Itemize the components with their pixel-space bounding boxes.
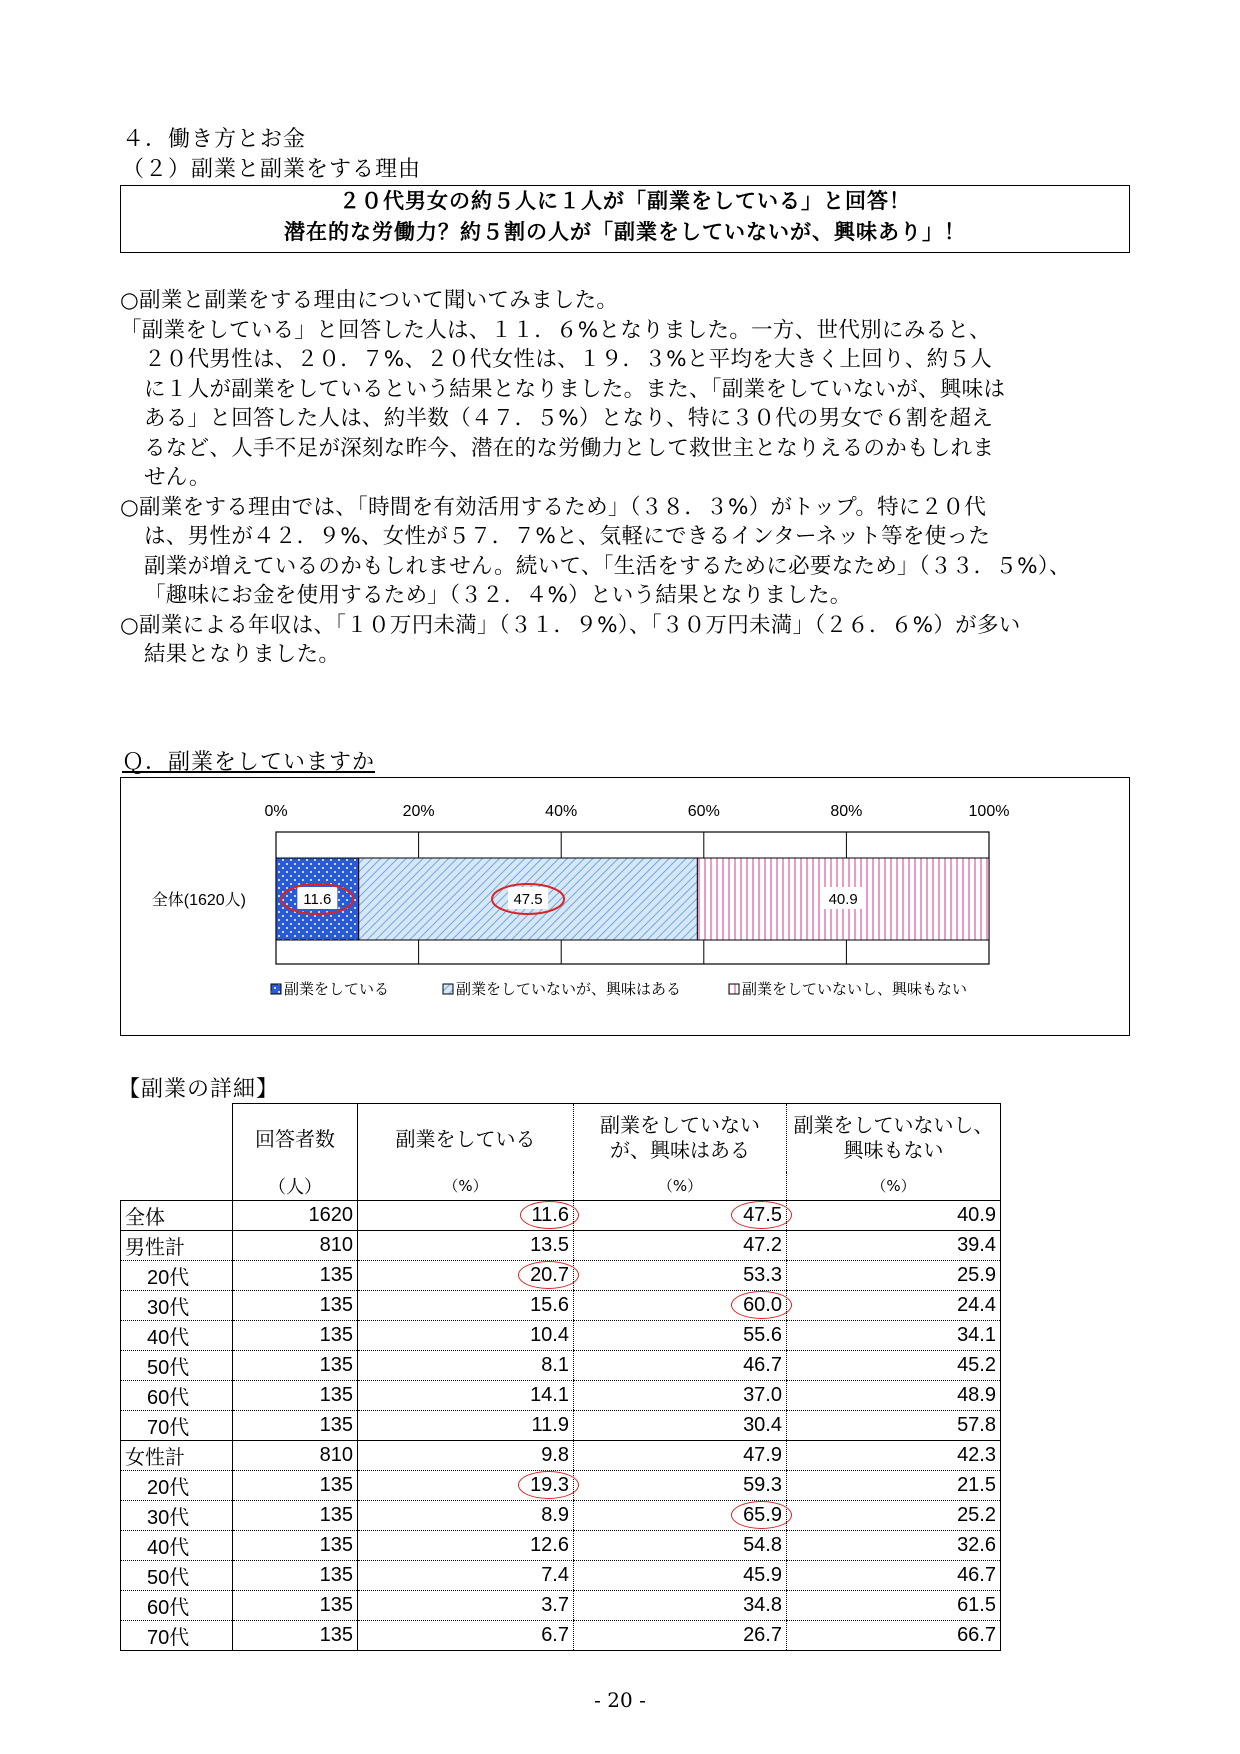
cell-interest-value: 55.6 xyxy=(743,1323,782,1346)
cell-interest-value: 47.5 xyxy=(743,1204,782,1226)
highlight-oval xyxy=(731,1291,792,1319)
cell-no xyxy=(787,1290,1001,1320)
page-number: - 20 - xyxy=(594,1688,646,1712)
legend-swatch xyxy=(729,984,739,994)
header-interest-line1: 副業をしていない xyxy=(600,1112,760,1137)
row-label xyxy=(121,1590,233,1620)
table-row xyxy=(121,1470,1001,1500)
paragraph-line: ２０代男性は、２０．７%、２０代女性は、１９．３%と平均を大きく上回り、約５人 xyxy=(144,347,993,372)
paragraph-line: 副業が増えているのかもしれません。続いて、「生活をするために必要なため」（３３．５%）、 xyxy=(144,553,1071,579)
paragraph-line: に１人が副業をしているという結果となりました。また、「副業をしていないが、興味は xyxy=(144,376,1006,402)
cell-interest xyxy=(574,1260,787,1290)
subsection-heading: （２）副業と副業をする理由 xyxy=(122,157,422,182)
cell-count xyxy=(233,1290,358,1320)
section-heading: ４．働き方とお金 xyxy=(122,127,307,152)
row-label-value: 50代 xyxy=(147,1356,190,1379)
cell-interest-value: 53.3 xyxy=(743,1263,782,1286)
cell-no xyxy=(787,1470,1001,1500)
row-label-value: 70代 xyxy=(147,1626,190,1649)
corner-cell xyxy=(121,1172,233,1201)
row-label-value: 20代 xyxy=(147,1266,190,1289)
legend-swatch xyxy=(271,984,281,994)
highlight-oval xyxy=(731,1501,792,1529)
legend-label: 副業をしていないが、興味はある xyxy=(456,980,682,998)
cell-interest xyxy=(574,1320,787,1350)
cell-no-value: 25.9 xyxy=(957,1263,996,1286)
row-label xyxy=(121,1530,233,1560)
cell-no-value: 25.2 xyxy=(957,1503,996,1526)
header-no-line1: 副業をしていないし、 xyxy=(793,1112,994,1137)
table-row xyxy=(121,1230,1001,1260)
paragraph-line: は、男性が４２．９%、女性が５７．７%と、気軽にできるインターネット等を使った xyxy=(144,524,991,549)
cell-yes-value: 6.7 xyxy=(541,1623,569,1646)
cell-count xyxy=(233,1230,358,1260)
axis-tick-label: 40% xyxy=(545,803,578,820)
cell-yes-value: 11.9 xyxy=(531,1413,569,1436)
table-row xyxy=(121,1260,1001,1290)
axis-tick-label: 100% xyxy=(968,803,1010,820)
row-label xyxy=(121,1410,233,1440)
legend-swatch xyxy=(443,984,453,994)
cell-interest xyxy=(574,1380,787,1410)
cell-no xyxy=(787,1320,1001,1350)
cell-no xyxy=(787,1410,1001,1440)
cell-interest xyxy=(574,1290,787,1320)
row-label xyxy=(121,1560,233,1590)
row-label xyxy=(121,1380,233,1410)
cell-count-value: 135 xyxy=(319,1563,353,1586)
cell-yes-value: 14.1 xyxy=(530,1383,569,1406)
cell-no xyxy=(787,1380,1001,1410)
cell-no-value: 66.7 xyxy=(957,1623,996,1646)
data-label: 11.6 xyxy=(303,891,332,908)
cell-interest xyxy=(574,1200,787,1230)
cell-no xyxy=(787,1260,1001,1290)
headline-line-1: ２０代男女の約５人に１人が「副業をしている」と回答！ xyxy=(339,189,911,213)
question-title: Ｑ．副業をしていますか xyxy=(122,750,376,775)
cell-yes xyxy=(358,1200,574,1230)
cell-no-value: 34.1 xyxy=(957,1323,996,1346)
cell-yes-value: 8.1 xyxy=(541,1353,569,1376)
cell-interest xyxy=(574,1230,787,1260)
legend-label: 副業をしていないし、興味もない xyxy=(742,980,968,998)
table-row xyxy=(121,1200,1001,1230)
cell-count xyxy=(233,1500,358,1530)
headline-line-2: 潜在的な労働力？約５割の人が「副業をしていないが、興味あり」！ xyxy=(284,220,966,244)
cell-interest-value: 26.7 xyxy=(743,1623,782,1646)
cell-interest-value: 47.9 xyxy=(743,1443,782,1466)
cell-count-value: 135 xyxy=(319,1533,353,1556)
cell-count-value: 135 xyxy=(319,1323,353,1346)
row-label xyxy=(121,1320,233,1350)
cell-yes xyxy=(358,1590,574,1620)
cell-count xyxy=(233,1260,358,1290)
row-label xyxy=(121,1500,233,1530)
axis-tick-label: 60% xyxy=(687,803,720,820)
table-row xyxy=(121,1290,1001,1320)
table-row xyxy=(121,1410,1001,1440)
row-label-value: 全体 xyxy=(125,1206,165,1229)
cell-no-value: 45.2 xyxy=(957,1353,996,1376)
cell-yes xyxy=(358,1230,574,1260)
stacked-bar-chart xyxy=(121,778,1128,1034)
cell-yes-value: 13.5 xyxy=(530,1233,569,1256)
header-no-line2: 興味もない xyxy=(843,1137,944,1162)
cell-count xyxy=(233,1590,358,1620)
row-label-value: 60代 xyxy=(147,1386,190,1409)
cell-yes xyxy=(358,1350,574,1380)
corner-cell xyxy=(121,1104,233,1172)
cell-no xyxy=(787,1530,1001,1560)
cell-no-value: 40.9 xyxy=(957,1203,996,1226)
unit-interest: （%） xyxy=(574,1172,787,1201)
cell-count xyxy=(233,1200,358,1230)
cell-count-value: 135 xyxy=(319,1293,353,1316)
cell-count-value: 135 xyxy=(319,1263,353,1286)
cell-count xyxy=(233,1410,358,1440)
cell-no-value: 48.9 xyxy=(957,1383,996,1406)
paragraph-line: ○副業による年収は、「１０万円未満」（３１．９%）、「３０万円未満」（２６．６%）が多い xyxy=(120,612,1021,638)
unit-no: （%） xyxy=(787,1172,1001,1201)
cell-count-value: 810 xyxy=(319,1233,353,1256)
cell-interest xyxy=(574,1500,787,1530)
header-interest xyxy=(574,1104,787,1172)
cell-interest-value: 37.0 xyxy=(743,1383,782,1406)
row-label xyxy=(121,1440,233,1470)
cell-count xyxy=(233,1620,358,1650)
cell-interest xyxy=(574,1530,787,1560)
cell-count-value: 810 xyxy=(319,1443,353,1466)
row-label-value: 40代 xyxy=(147,1536,190,1559)
cell-count xyxy=(233,1320,358,1350)
cell-no-value: 24.4 xyxy=(957,1293,996,1316)
category-label: 全体(1620人) xyxy=(151,892,246,909)
header-no xyxy=(787,1104,1001,1172)
cell-count xyxy=(233,1350,358,1380)
cell-interest-value: 30.4 xyxy=(743,1413,782,1436)
cell-count-value: 1620 xyxy=(308,1203,353,1226)
table-row xyxy=(121,1620,1001,1650)
cell-no-value: 57.8 xyxy=(957,1413,996,1436)
paragraph-line: るなど、人手不足が深刻な昨今、潜在的な労働力として救世主となりえるのかもしれま xyxy=(144,435,995,461)
highlight-oval xyxy=(518,1261,579,1289)
header-interest-line2: が、興味はある xyxy=(610,1137,750,1162)
row-label-value: 30代 xyxy=(147,1506,190,1529)
axis-tick-label: 0% xyxy=(264,803,288,820)
row-label xyxy=(121,1200,233,1230)
cell-yes-value: 8.9 xyxy=(541,1503,569,1526)
cell-interest-value: 46.7 xyxy=(743,1353,782,1376)
body-text xyxy=(120,286,1071,670)
cell-interest xyxy=(574,1620,787,1650)
table-row xyxy=(121,1590,1001,1620)
table-units-row xyxy=(121,1172,1001,1201)
cell-interest-value: 47.2 xyxy=(743,1233,782,1256)
data-label: 40.9 xyxy=(828,891,858,908)
cell-yes-value: 12.6 xyxy=(530,1533,569,1556)
cell-yes-value: 3.7 xyxy=(541,1593,569,1616)
cell-no xyxy=(787,1200,1001,1230)
cell-no xyxy=(787,1620,1001,1650)
header-yes: 副業をしている xyxy=(358,1104,574,1172)
cell-count xyxy=(233,1470,358,1500)
cell-yes-value: 19.3 xyxy=(530,1474,569,1496)
cell-yes xyxy=(358,1260,574,1290)
cell-count-value: 135 xyxy=(319,1503,353,1526)
cell-yes xyxy=(358,1290,574,1320)
cell-no xyxy=(787,1560,1001,1590)
cell-yes-value: 10.4 xyxy=(530,1323,569,1346)
table-row xyxy=(121,1560,1001,1590)
paragraph-line: 結果となりました。 xyxy=(144,642,341,667)
row-label-value: 60代 xyxy=(147,1596,190,1619)
cell-count-value: 135 xyxy=(319,1383,353,1406)
cell-yes-value: 15.6 xyxy=(530,1293,569,1316)
paragraph-line: 「趣味にお金を使用するため」（３２．４%）という結果となりました。 xyxy=(144,583,852,608)
cell-yes xyxy=(358,1380,574,1410)
cell-yes xyxy=(358,1440,574,1470)
table-row xyxy=(121,1530,1001,1560)
cell-count xyxy=(233,1560,358,1590)
cell-no-value: 32.6 xyxy=(957,1533,996,1556)
row-label xyxy=(121,1620,233,1650)
unit-count: （人） xyxy=(233,1172,358,1201)
cell-interest-value: 59.3 xyxy=(743,1473,782,1496)
table-row xyxy=(121,1440,1001,1470)
paragraph-line: ○副業をする理由では、「時間を有効活用するため」（３８．３%）がトップ。特に２０代 xyxy=(120,494,987,520)
row-label xyxy=(121,1230,233,1260)
row-label-value: 女性計 xyxy=(125,1446,185,1469)
table-header-row xyxy=(121,1104,1001,1172)
cell-interest-value: 45.9 xyxy=(743,1563,782,1586)
cell-no xyxy=(787,1500,1001,1530)
highlight-oval xyxy=(518,1471,579,1499)
cell-yes xyxy=(358,1410,574,1440)
cell-count-value: 135 xyxy=(319,1353,353,1376)
cell-yes xyxy=(358,1560,574,1590)
cell-no xyxy=(787,1590,1001,1620)
cell-interest xyxy=(574,1590,787,1620)
axis-tick-label: 20% xyxy=(402,803,435,820)
cell-yes-value: 20.7 xyxy=(530,1264,569,1286)
cell-interest xyxy=(574,1470,787,1500)
row-label xyxy=(121,1350,233,1380)
highlight-oval xyxy=(520,1201,579,1229)
cell-no xyxy=(787,1350,1001,1380)
unit-yes: （%） xyxy=(358,1172,574,1201)
cell-no-value: 39.4 xyxy=(957,1233,996,1256)
cell-count-value: 135 xyxy=(319,1473,353,1496)
cell-yes xyxy=(358,1500,574,1530)
table-row xyxy=(121,1350,1001,1380)
cell-yes xyxy=(358,1530,574,1560)
cell-interest-value: 34.8 xyxy=(743,1593,782,1616)
cell-count-value: 135 xyxy=(319,1593,353,1616)
cell-interest xyxy=(574,1410,787,1440)
cell-yes xyxy=(358,1470,574,1500)
cell-no xyxy=(787,1440,1001,1470)
row-label xyxy=(121,1290,233,1320)
paragraph-line: ある」と回答した人は、約半数（４７．５%）となり、特に３０代の男女で６割を超え xyxy=(144,406,994,431)
cell-no-value: 61.5 xyxy=(957,1593,996,1616)
row-label-value: 50代 xyxy=(147,1566,190,1589)
cell-count xyxy=(233,1440,358,1470)
cell-interest-value: 60.0 xyxy=(743,1294,782,1316)
legend-label: 副業をしている xyxy=(284,980,390,998)
row-label-value: 70代 xyxy=(147,1416,190,1439)
cell-count xyxy=(233,1530,358,1560)
row-label-value: 30代 xyxy=(147,1296,190,1319)
paragraph-line: 「副業をしている」と回答した人は、１１．６%となりました。一方、世代別にみると、 xyxy=(120,317,991,343)
cell-interest xyxy=(574,1560,787,1590)
cell-interest xyxy=(574,1440,787,1470)
row-label-value: 20代 xyxy=(147,1476,190,1499)
cell-interest-value: 54.8 xyxy=(743,1533,782,1556)
cell-no-value: 42.3 xyxy=(957,1443,996,1466)
cell-no xyxy=(787,1230,1001,1260)
cell-count-value: 135 xyxy=(319,1623,353,1646)
cell-count xyxy=(233,1380,358,1410)
cell-yes-value: 7.4 xyxy=(541,1563,569,1586)
cell-no-value: 46.7 xyxy=(957,1563,996,1586)
axis-tick-label: 80% xyxy=(830,803,863,820)
data-label: 47.5 xyxy=(513,891,543,908)
cell-yes-value: 11.6 xyxy=(532,1204,569,1226)
paragraph-line: ○副業と副業をする理由について聞いてみました。 xyxy=(120,288,619,313)
cell-yes-value: 9.8 xyxy=(541,1443,569,1466)
row-label-value: 男性計 xyxy=(125,1236,185,1259)
detail-title: 【副業の詳細】 xyxy=(118,1077,280,1102)
cell-yes xyxy=(358,1620,574,1650)
cell-count-value: 135 xyxy=(319,1413,353,1436)
cell-interest xyxy=(574,1350,787,1380)
cell-interest-value: 65.9 xyxy=(743,1504,782,1526)
headline-box xyxy=(120,185,1130,253)
table-row xyxy=(121,1380,1001,1410)
table-row xyxy=(121,1320,1001,1350)
chart-frame xyxy=(120,777,1130,1036)
cell-no-value: 21.5 xyxy=(957,1473,996,1496)
paragraph-line: せん。 xyxy=(144,465,211,490)
detail-table xyxy=(120,1103,1001,1651)
row-label xyxy=(121,1470,233,1500)
table-row xyxy=(121,1500,1001,1530)
cell-yes xyxy=(358,1320,574,1350)
row-label-value: 40代 xyxy=(147,1326,190,1349)
row-label xyxy=(121,1260,233,1290)
header-count: 回答者数 xyxy=(233,1104,358,1172)
highlight-oval xyxy=(731,1201,792,1229)
